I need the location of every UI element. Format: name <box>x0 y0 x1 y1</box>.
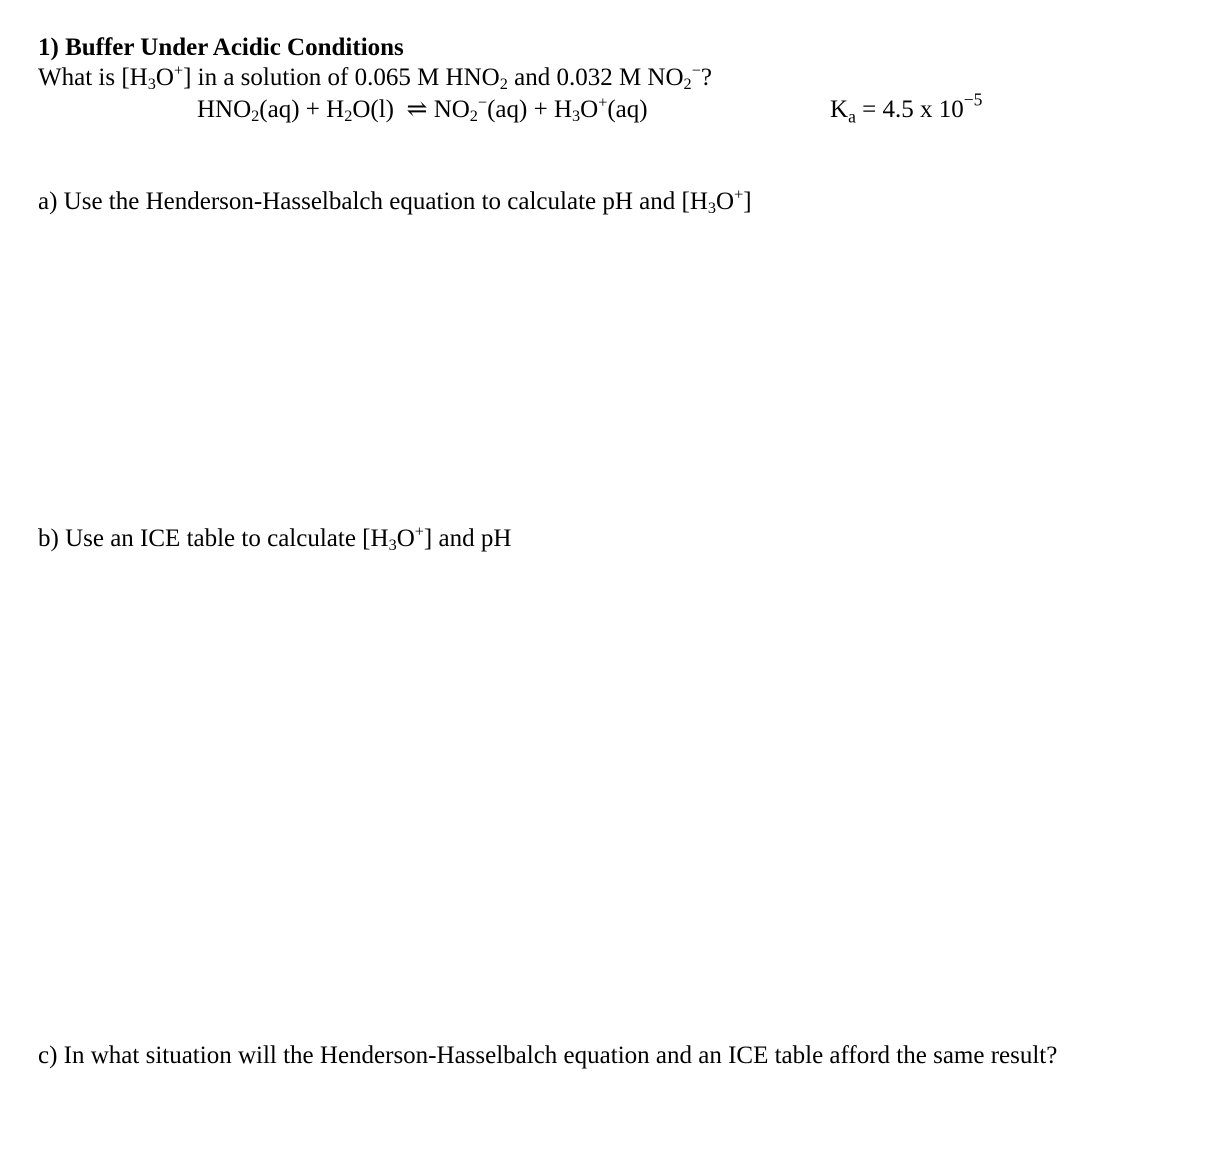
question-prompt: What is $[H_3O^+]$ in a solution of 0.065 M $HNO_2$ and 0.032 M $NO_2^-$? <box>38 61 712 94</box>
cropped-text-fragment <box>255 0 275 4</box>
question-title: 1) Buffer Under Acidic Conditions <box>38 34 404 61</box>
part-b-question: b) Use an ICE table to calculate $[H_3O^+]$ and pH <box>38 522 512 555</box>
equilibrium-arrow-icon: ⇌ <box>406 96 428 123</box>
part-c-question: c) In what situation will the Henderson-Hasselbalch equation and an ICE table afford the same result? <box>38 1042 1058 1069</box>
part-a-question: a) Use the Henderson-Hasselbalch equation to calculate pH and $[H_3O^+]$ <box>38 185 752 218</box>
equilibrium-equation: $HNO_2(aq) + H_2O(l)$ ⇌ $NO_2^-(aq) + H_3O^+(aq)$ <box>197 93 648 126</box>
ka-value: $K_a = 4.5$ x $10^{-5}$ <box>830 89 983 127</box>
